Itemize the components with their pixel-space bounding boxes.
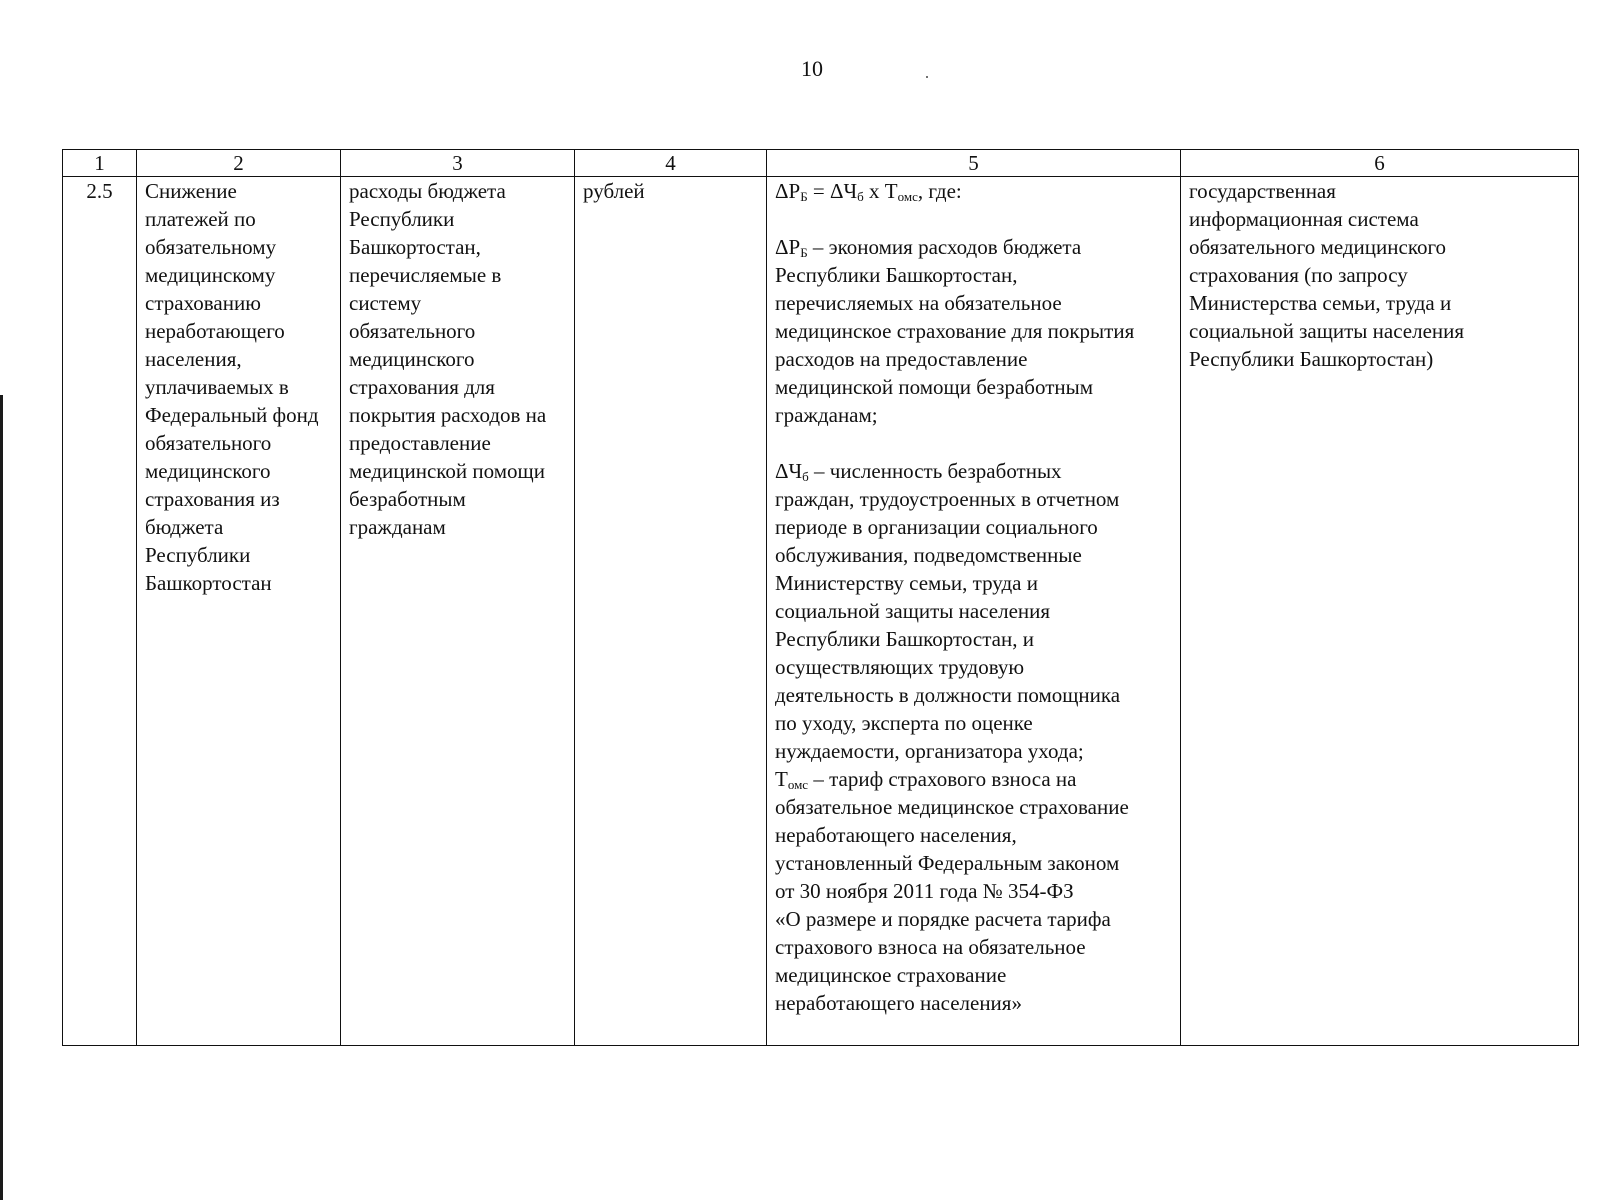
row-number [63,177,137,1046]
formula-cell [767,177,1181,1046]
indicator-definition-cell [341,177,575,1046]
scan-edge [0,395,3,1200]
unit-cell [575,177,767,1046]
delta-ch-text: – численность безработных граждан, трудоустроенных в отчетном периоде в организации социального обслуживания, подведомственные Министерству семьи, труда и социальной защиты населения Республики Башкортостан, и осуществляющих трудовую деятельность в должности помощника по уходу, эксперта по оценке нуждаемости, организатора ухода; [775,459,1121,763]
t-oms-symbol: Т [775,767,788,791]
column-number-1: 1 [63,150,137,177]
indicator-table [62,149,1579,1046]
column-number-5: 5 [767,150,1181,177]
table-header-row [63,150,1579,177]
t-oms-text: – тариф страхового взноса на обязательное медицинское страхование неработающего населения, установленный Федеральным законом от 30 ноября 2011 года № 354-ФЗ «О размере и порядке расчета тарифа страхового взноса на обязательное медицинское страхование неработающего населения» [775,767,1129,1015]
delta-p-sub: Б [800,245,808,260]
indicator-name: Снижение платежей по обязательному медицинскому страхованию неработающего населения, уплачиваемых в Федеральный фонд обязательного медицинского страхования из бюджета Республики Башкортостан [145,179,319,595]
indicator-name-cell [137,177,341,1046]
data-source: государственная информационная система обязательного медицинского страхования (по запросу Министерства семьи, труда и социальной защиты населения Республики Башкортостан) [1189,179,1465,371]
formula-ch-sub: б [857,189,864,204]
indicator-definition: расходы бюджета Республики Башкортостан, перечисляемые в систему обязательного медицинского страхования для покрытия расходов на предоставление медицинской помощи безработным гражданам [349,179,547,539]
t-oms-sub: омс [787,777,809,792]
column-number-4: 4 [575,150,767,177]
paragraph-gap [775,205,1172,233]
row-number-text: 2.5 [86,179,113,203]
page-number: 10 [801,56,823,81]
delta-ch-sub: б [802,469,809,484]
formula-x: x Т [863,179,898,203]
definition-t-oms [775,765,1172,1017]
data-source-cell [1181,177,1579,1046]
formula-p-sub: Б [800,189,808,204]
formula-eq: = ΔЧ [807,179,858,203]
column-number-2: 2 [137,150,341,177]
formula-p: ΔР [775,179,801,203]
table-row [63,177,1579,1046]
definition-delta-ch [775,457,1172,765]
paragraph-gap [775,429,1172,457]
formula-end: , где: [917,179,962,203]
delta-ch-symbol: ΔЧ [775,459,803,483]
formula-line [775,177,1172,205]
column-number-6: 6 [1181,150,1579,177]
scan-speck [926,76,928,78]
formula-t-sub: омс [897,189,918,204]
delta-p-symbol: ΔР [775,235,801,259]
delta-p-text: – экономия расходов бюджета Республики Башкортостан, перечисляемых на обязательное медицинское страхование для покрытия расходов на предоставление медицинской помощи безработным гражданам; [775,235,1135,427]
definition-delta-p [775,233,1172,429]
column-number-3: 3 [341,150,575,177]
unit-of-measure: рублей [583,179,645,203]
